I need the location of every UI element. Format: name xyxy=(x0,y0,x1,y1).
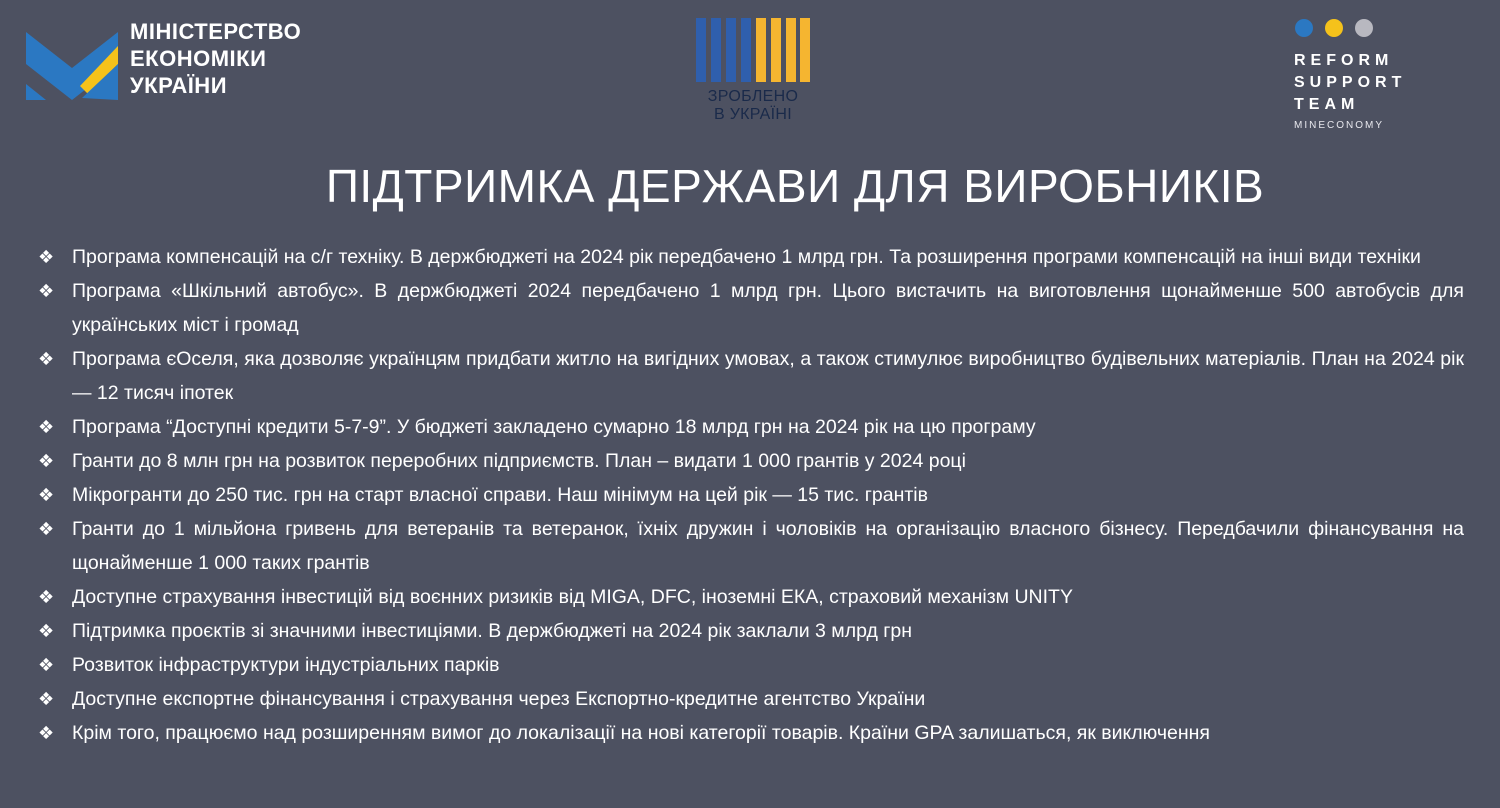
list-item xyxy=(38,682,1464,716)
bullet-text: Програма компенсацій на с/г техніку. В держбюджеті на 2024 рік передбачено 1 млрд грн. Та розширення програми компенсацій на інші види техніки xyxy=(72,246,1421,268)
bullet-text: Гранти до 8 млн грн на розвиток переробних підприємств. План – видати 1 000 грантів у 2024 році xyxy=(72,450,966,472)
made-in-ukraine-logo xyxy=(690,18,816,128)
ministry-logo-line2: ЕКОНОМІКИ xyxy=(130,46,267,71)
bullet-text: Розвиток інфраструктури індустріальних парків xyxy=(72,654,500,676)
bullet-text: Крім того, працюємо над розширенням вимог до локалізації на нові категорії товарів. Країни GPA залишаться, як виключення xyxy=(72,722,1210,744)
diamond-bullet-icon: ❖ xyxy=(38,417,55,437)
diamond-bullet-icon: ❖ xyxy=(38,451,55,471)
page-title: ПІДТРИМКА ДЕРЖАВИ ДЛЯ ВИРОБНИКІВ xyxy=(325,160,1265,212)
diamond-bullet-icon: ❖ xyxy=(38,485,55,505)
diamond-bullet-icon: ❖ xyxy=(38,723,55,743)
diamond-bullet-icon: ❖ xyxy=(38,349,55,369)
list-item xyxy=(38,478,1464,512)
list-item xyxy=(38,410,1464,444)
ministry-of-economy-logo xyxy=(26,18,336,104)
ministry-logo-line1: МІНІСТЕРСТВО xyxy=(130,19,302,44)
made-in-ukraine-bars-icon xyxy=(696,18,810,84)
bullet-list xyxy=(38,240,1464,750)
bullet-text: Програма «Шкільний автобус». В держбюджеті 2024 передбачено 1 млрд грн. Цього вистачить на виготовлення щонайменше 500 автобусів для українських міст і громад xyxy=(72,280,1464,336)
made-in-ukraine-line2: В УКРАЇНІ xyxy=(713,106,793,123)
diamond-bullet-icon: ❖ xyxy=(38,689,55,709)
diamond-bullet-icon: ❖ xyxy=(38,621,55,641)
rst-dots-icon xyxy=(1294,18,1374,40)
diamond-bullet-icon: ❖ xyxy=(38,247,55,267)
bullet-text: Гранти до 1 мільйона гривень для ветеранів та ветеранок, їхніх дружин і чоловіків на організацію власного бізнесу. Передбачили фінансування на щонайменше 1 000 таких грантів xyxy=(72,518,1464,574)
list-item xyxy=(38,648,1464,682)
reform-support-team-logo xyxy=(1294,18,1464,134)
made-in-ukraine-line1: ЗРОБЛЕНО xyxy=(707,88,799,105)
rst-line1: REFORM xyxy=(1294,52,1394,69)
bullet-text: Програма “Доступні кредити 5-7-9”. У бюджеті закладено сумарно 18 млрд грн на 2024 рік на цю програму xyxy=(72,416,1036,438)
ministry-logo-text xyxy=(130,18,301,99)
list-item xyxy=(38,342,1464,410)
ministry-m-icon xyxy=(26,24,118,100)
list-item xyxy=(38,444,1464,478)
bullet-text: Доступне страхування інвестицій від воєнних ризиків від MIGA, DFC, іноземні ЕКА, страховий механізм UNITY xyxy=(72,586,1073,608)
bullet-text: Підтримка проєктів зі значними інвестиціями. В держбюджеті на 2024 рік заклали 3 млрд грн xyxy=(72,620,913,642)
list-item xyxy=(38,240,1464,274)
rst-sub-label: MINECONOMY xyxy=(1294,120,1384,131)
bullet-text: Програма єОселя, яка дозволяє українцям придбати житло на вигідних умовах, а також стимулює виробництво будівельних матеріалів. План на 2024 рік — 12 тисяч іпотек xyxy=(72,348,1464,404)
rst-logo-text xyxy=(1294,50,1406,116)
diamond-bullet-icon: ❖ xyxy=(38,587,55,607)
bullet-text: Мікрогранти до 250 тис. грн на старт власної справи. Наш мінімум на цей рік — 15 тис. грантів xyxy=(72,484,928,506)
rst-line3: TEAM xyxy=(1294,96,1360,113)
list-item xyxy=(38,512,1464,580)
bullet-text: Доступне експортне фінансування і страхування через Експортно-кредитне агентство України xyxy=(72,688,926,710)
ministry-logo-line3: УКРАЇНИ xyxy=(130,73,228,98)
diamond-bullet-icon: ❖ xyxy=(38,519,55,539)
list-item xyxy=(38,716,1464,750)
rst-line2: SUPPORT xyxy=(1294,74,1407,91)
list-item xyxy=(38,580,1464,614)
diamond-bullet-icon: ❖ xyxy=(38,655,55,675)
made-in-ukraine-text xyxy=(690,88,816,124)
diamond-bullet-icon: ❖ xyxy=(38,281,55,301)
list-item xyxy=(38,274,1464,342)
list-item xyxy=(38,614,1464,648)
